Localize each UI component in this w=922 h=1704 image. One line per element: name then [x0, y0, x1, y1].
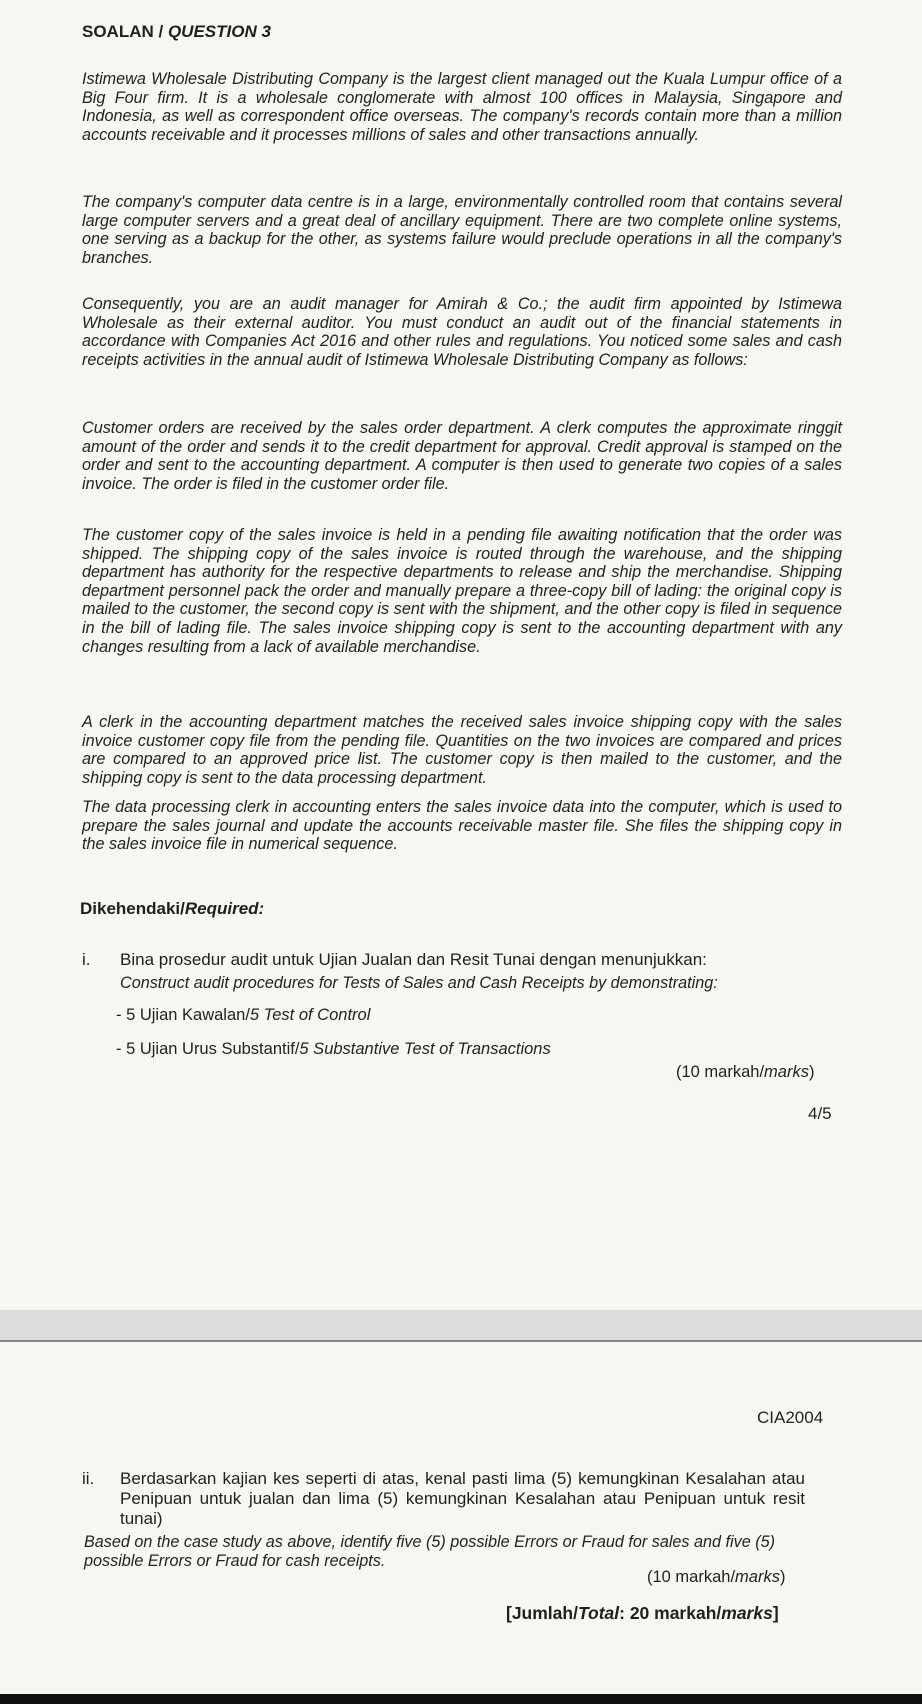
paragraph-shipping: The customer copy of the sales invoice is held in a pending file awaiting notification that the order was shipped. The shipping copy of the sales invoice is routed through the warehouse, and the shipping department has authority for the respective departments to release and ship the merchandise. Shipping department personnel pack the order and manually prepare a three-copy bill of lading: the original copy is mailed to the customer, the second copy is sent with the shipment, and the other copy is filed in sequence in the bill of lading file. The sales invoice shipping copy is sent to the accounting department with any changes resulting from a lack of available merchandise. [82, 526, 842, 656]
item-1-bullet-substantive: - 5 Ujian Urus Substantif/5 Substantive Test of Transactions [116, 1040, 551, 1058]
item-1-number: i. [82, 950, 91, 969]
paragraph-data-centre: The company's computer data centre is in a large, environmentally controlled room that contains several large computer servers and a great deal of ancillary equipment. There are two complete online systems, one serving as a backup for the other, as systems failure would preclude operations in all the company's branches. [82, 193, 842, 267]
course-code: CIA2004 [757, 1408, 824, 1427]
paragraph-customer-orders: Customer orders are received by the sales order department. A clerk computes the approximate ringgit amount of the order and sends it to the credit department for approval. Credit approval is stamped on the order and sent to the accounting department. A computer is then used to generate two copies of a sales invoice. The order is filed in the customer order file. [82, 419, 842, 493]
paragraph-audit-manager: Consequently, you are an audit manager for Amirah & Co.; the audit firm appointed by Istimewa Wholesale as their external auditor. You must conduct an audit out of the financial statements in accordance with Companies Act 2016 and other rules and regulations. You noticed some sales and cash receipts activities in the annual audit of Istimewa Wholesale Distributing Company as follows: [82, 295, 842, 369]
item-2-number: ii. [82, 1469, 95, 1488]
item-2-marks: (10 markah/marks) [647, 1568, 786, 1586]
item-1-bullet-control: - 5 Ujian Kawalan/5 Test of Control [116, 1006, 371, 1024]
required-heading: Dikehendaki/Required: [80, 899, 265, 918]
item-2-text-ms: Berdasarkan kajian kes seperti di atas, kenal pasti lima (5) kemungkinan Kesalahan atau Penipuan untuk jualan dan lima (5) kemungkinan Kesalahan atau Penipuan untuk resit tunai) [120, 1469, 805, 1528]
paragraph-data-processing: The data processing clerk in accounting enters the sales invoice data into the computer, which is used to prepare the sales journal and update the accounts receivable master file. She files the shipping copy in the sales invoice file in numerical sequence. [82, 798, 842, 854]
paragraph-accounting-clerk: A clerk in the accounting department matches the received sales invoice shipping copy with the sales invoice customer copy file from the pending file. Quantities on the two invoices are compared and prices are compared to an approved price list. The customer copy is then mailed to the customer, and the shipping copy is sent to the data processing department. [82, 713, 842, 787]
question-title: SOALAN / QUESTION 3 [82, 22, 271, 41]
total-marks: [Jumlah/Total: 20 markah/marks] [506, 1603, 779, 1623]
item-1-text-ms: Bina prosedur audit untuk Ujian Jualan dan Resit Tunai dengan menunjukkan: [120, 950, 707, 969]
page-gap [0, 1310, 922, 1342]
item-2-text-en: Based on the case study as above, identify five (5) possible Errors or Fraud for sales and five (5) possible Errors or Fraud for cash receipts. [84, 1533, 776, 1570]
page-number: 4/5 [808, 1104, 832, 1123]
bottom-edge [0, 1694, 922, 1704]
item-1-marks: (10 markah/marks) [676, 1063, 815, 1081]
item-1-text-en: Construct audit procedures for Tests of Sales and Cash Receipts by demonstrating: [120, 974, 718, 992]
paragraph-intro: Istimewa Wholesale Distributing Company is the largest client managed out the Kuala Lumpur office of a Big Four firm. It is a wholesale conglomerate with almost 100 offices in Malaysia, Singapore and Indonesia, as well as correspondent office overseas. The company's records contain more than a million accounts receivable and it processes millions of sales and other transactions annually. [82, 70, 842, 144]
